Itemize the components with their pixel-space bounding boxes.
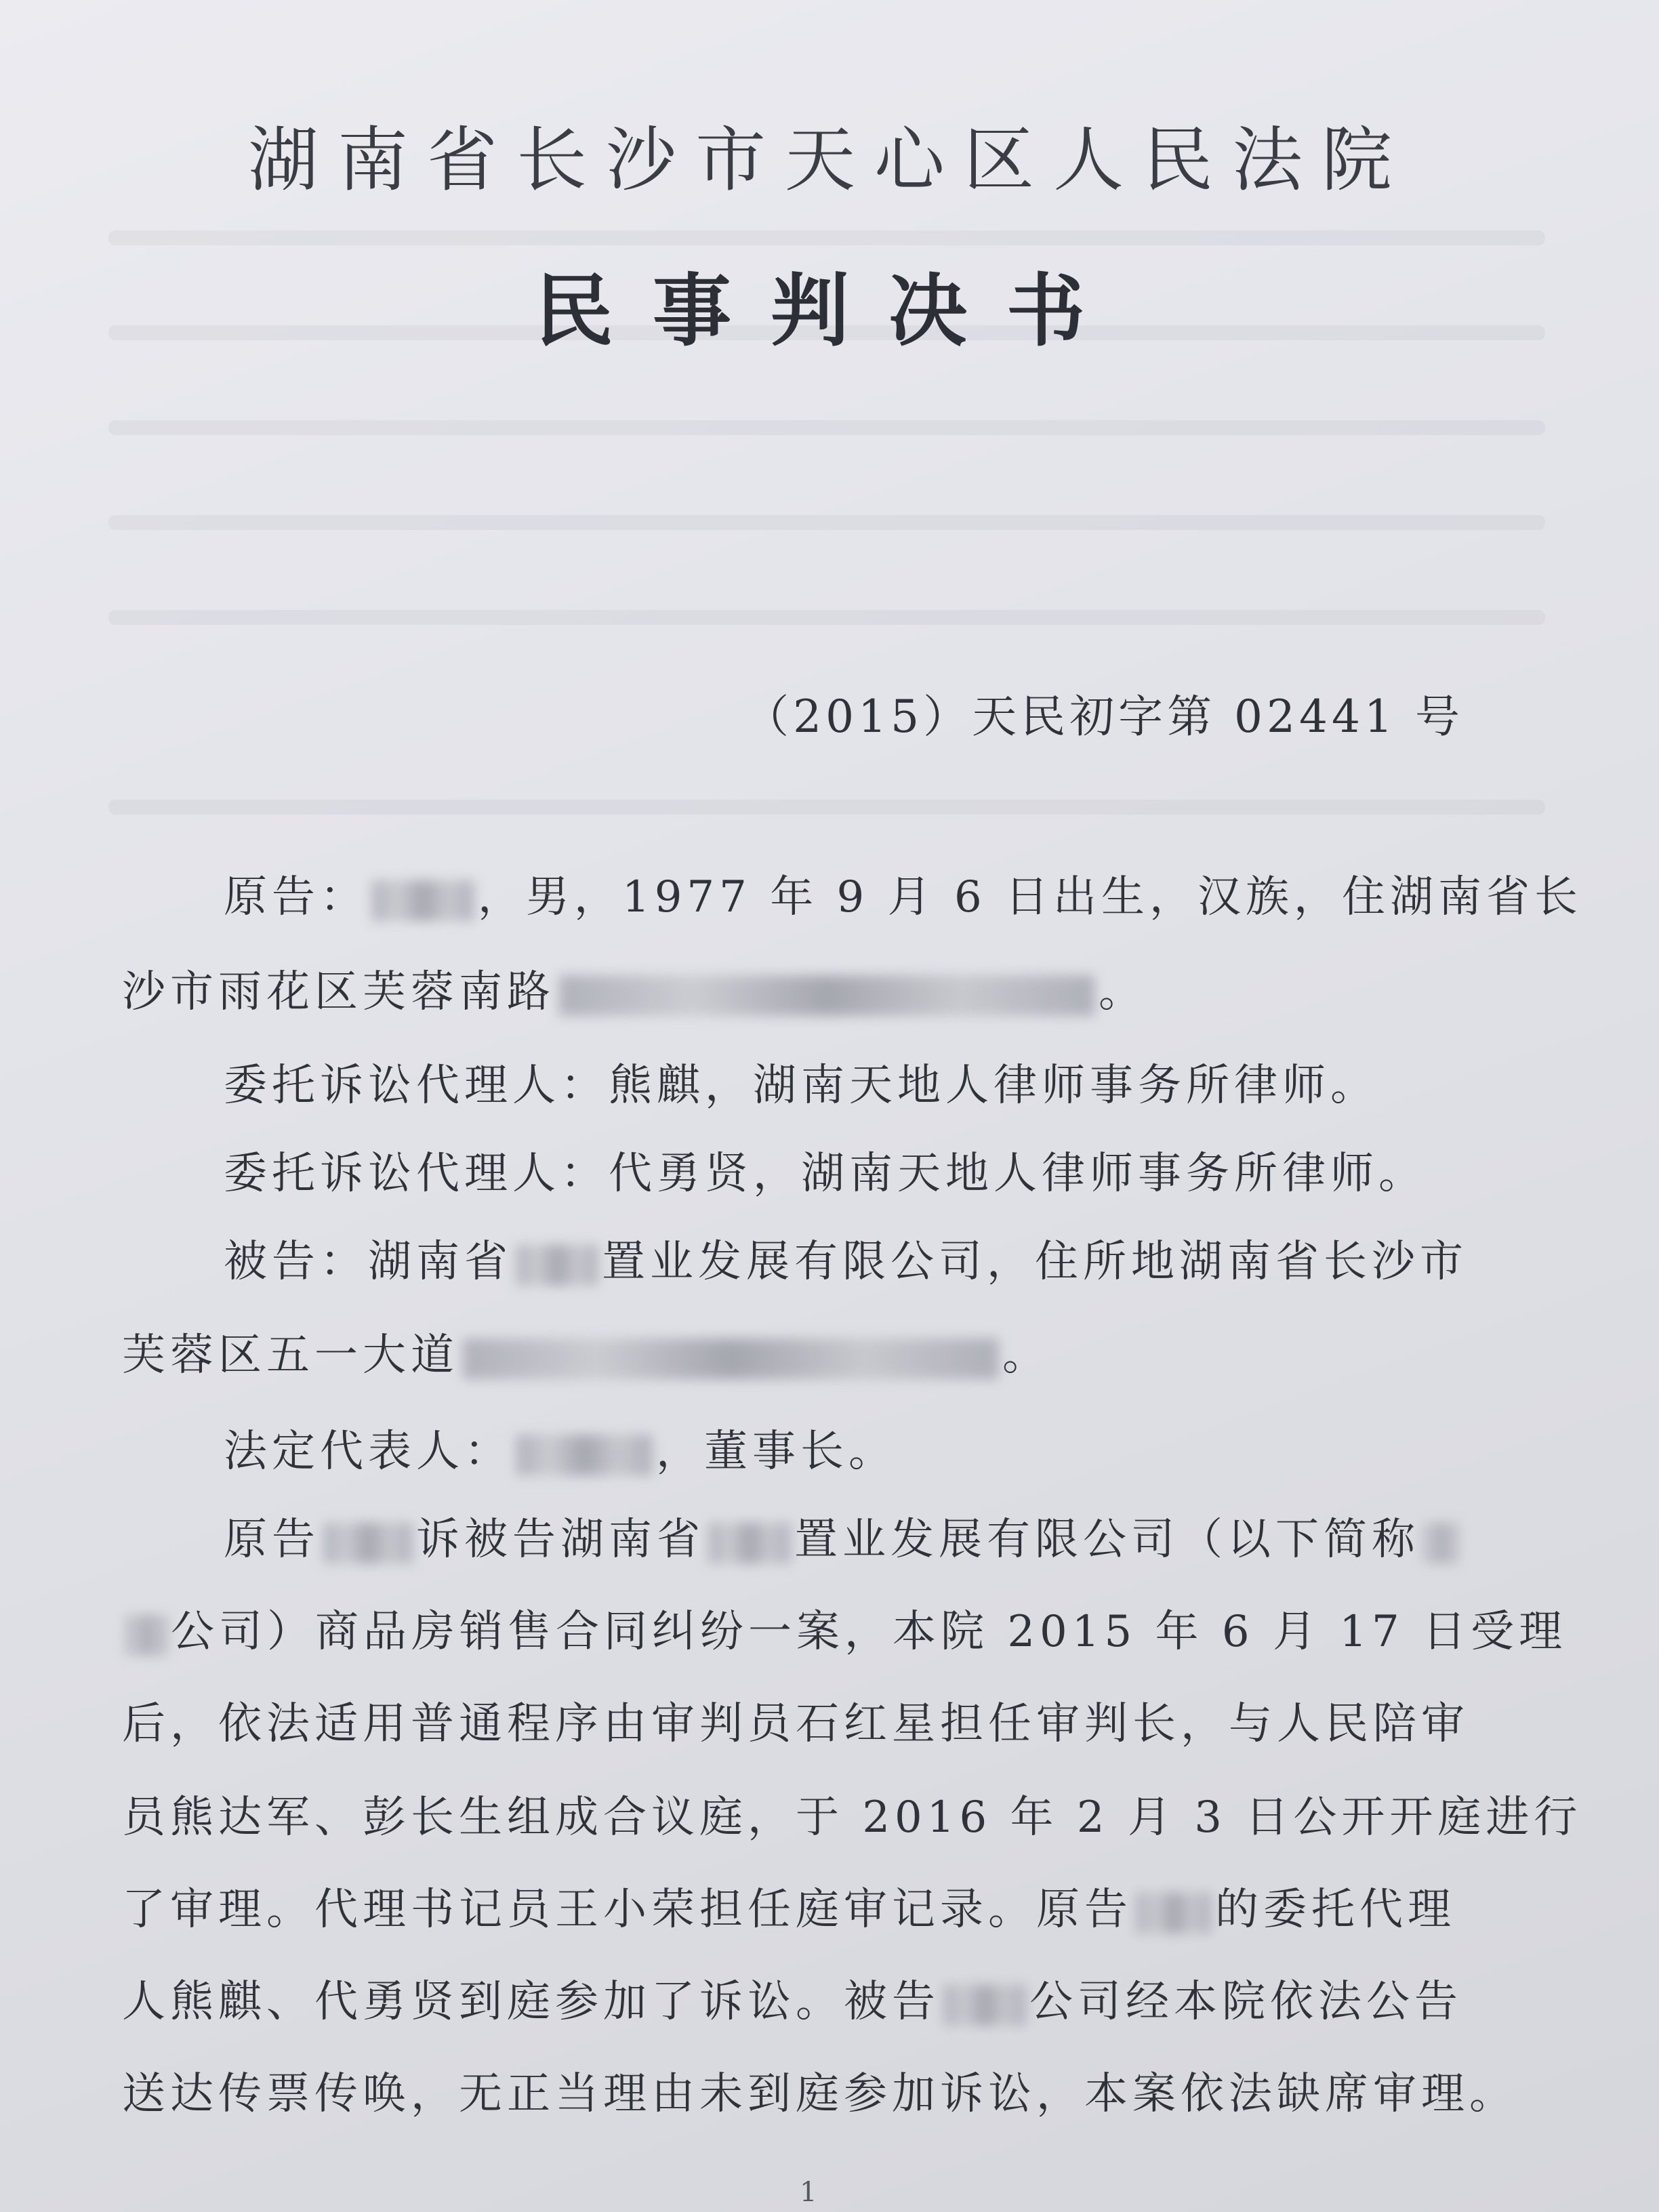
redacted-company bbox=[944, 1985, 1025, 2026]
redacted-company bbox=[516, 1245, 598, 1286]
plaintiff-address-line: 沙市雨花区芙蓉南路 。 bbox=[122, 967, 1147, 1017]
bleed-through bbox=[108, 610, 1545, 625]
bleed-through bbox=[108, 420, 1545, 435]
body-line-3: 后，依法适用普通程序由审判员石红星担任审判长，与人民陪审 bbox=[122, 1699, 1469, 1749]
bleed-through bbox=[108, 800, 1545, 815]
body-line-4: 员熊达军、彭长生组成合议庭，于 2016 年 2 月 3 日公开开庭进行 bbox=[122, 1793, 1582, 1843]
page-number: 1 bbox=[800, 2177, 817, 2208]
court-name: 湖南省长沙市天心区人民法院 bbox=[247, 119, 1411, 201]
redacted-name bbox=[1136, 1893, 1211, 1933]
defendant-line: 被告：湖南省 置业发展有限公司，住所地湖南省长沙市 bbox=[224, 1237, 1468, 1287]
redacted-address bbox=[559, 975, 1094, 1016]
redacted-name bbox=[516, 1435, 652, 1475]
redacted-company bbox=[709, 1523, 790, 1563]
agent-line-2: 委托诉讼代理人：代勇贤，湖南天地人律师事务所律师。 bbox=[224, 1149, 1427, 1199]
agent-line-1: 委托诉讼代理人：熊麒，湖南天地人律师事务所律师。 bbox=[224, 1061, 1378, 1111]
defendant-address-line: 芙蓉区五一大道 。 bbox=[122, 1330, 1050, 1380]
bleed-through bbox=[108, 230, 1545, 245]
redacted-name bbox=[324, 1523, 412, 1563]
redacted-company bbox=[126, 1615, 167, 1656]
case-number: （2015）天民初字第 02441 号 bbox=[744, 691, 1464, 743]
body-line-6: 人熊麒、代勇贤到庭参加了诉讼。被告 公司经本院依法公告 bbox=[122, 1977, 1462, 2027]
redacted-name bbox=[372, 880, 474, 921]
legal-rep-line: 法定代表人： ，董事长。 bbox=[224, 1427, 897, 1477]
plaintiff-line: 原告： ，男，1977 年 9 月 6 日出生，汉族，住湖南省长 bbox=[224, 872, 1583, 922]
redacted-address bbox=[463, 1338, 998, 1379]
body-line-2: 公司）商品房销售合同纠纷一案，本院 2015 年 6 月 17 日受理 bbox=[122, 1610, 1567, 1656]
body-line-1: 原告 诉被告湖南省 置业发展有限公司（以下简称 bbox=[224, 1518, 1462, 1563]
document-title: 民事判决书 bbox=[535, 265, 1124, 357]
bleed-through bbox=[108, 515, 1545, 530]
redacted-company bbox=[1424, 1523, 1458, 1563]
body-line-5: 了审理。代理书记员王小荣担任庭审记录。原告 的委托代理 bbox=[122, 1885, 1456, 1935]
body-line-7: 送达传票传唤，无正当理由未到庭参加诉讼，本案依法缺席审理。 bbox=[122, 2069, 1517, 2119]
